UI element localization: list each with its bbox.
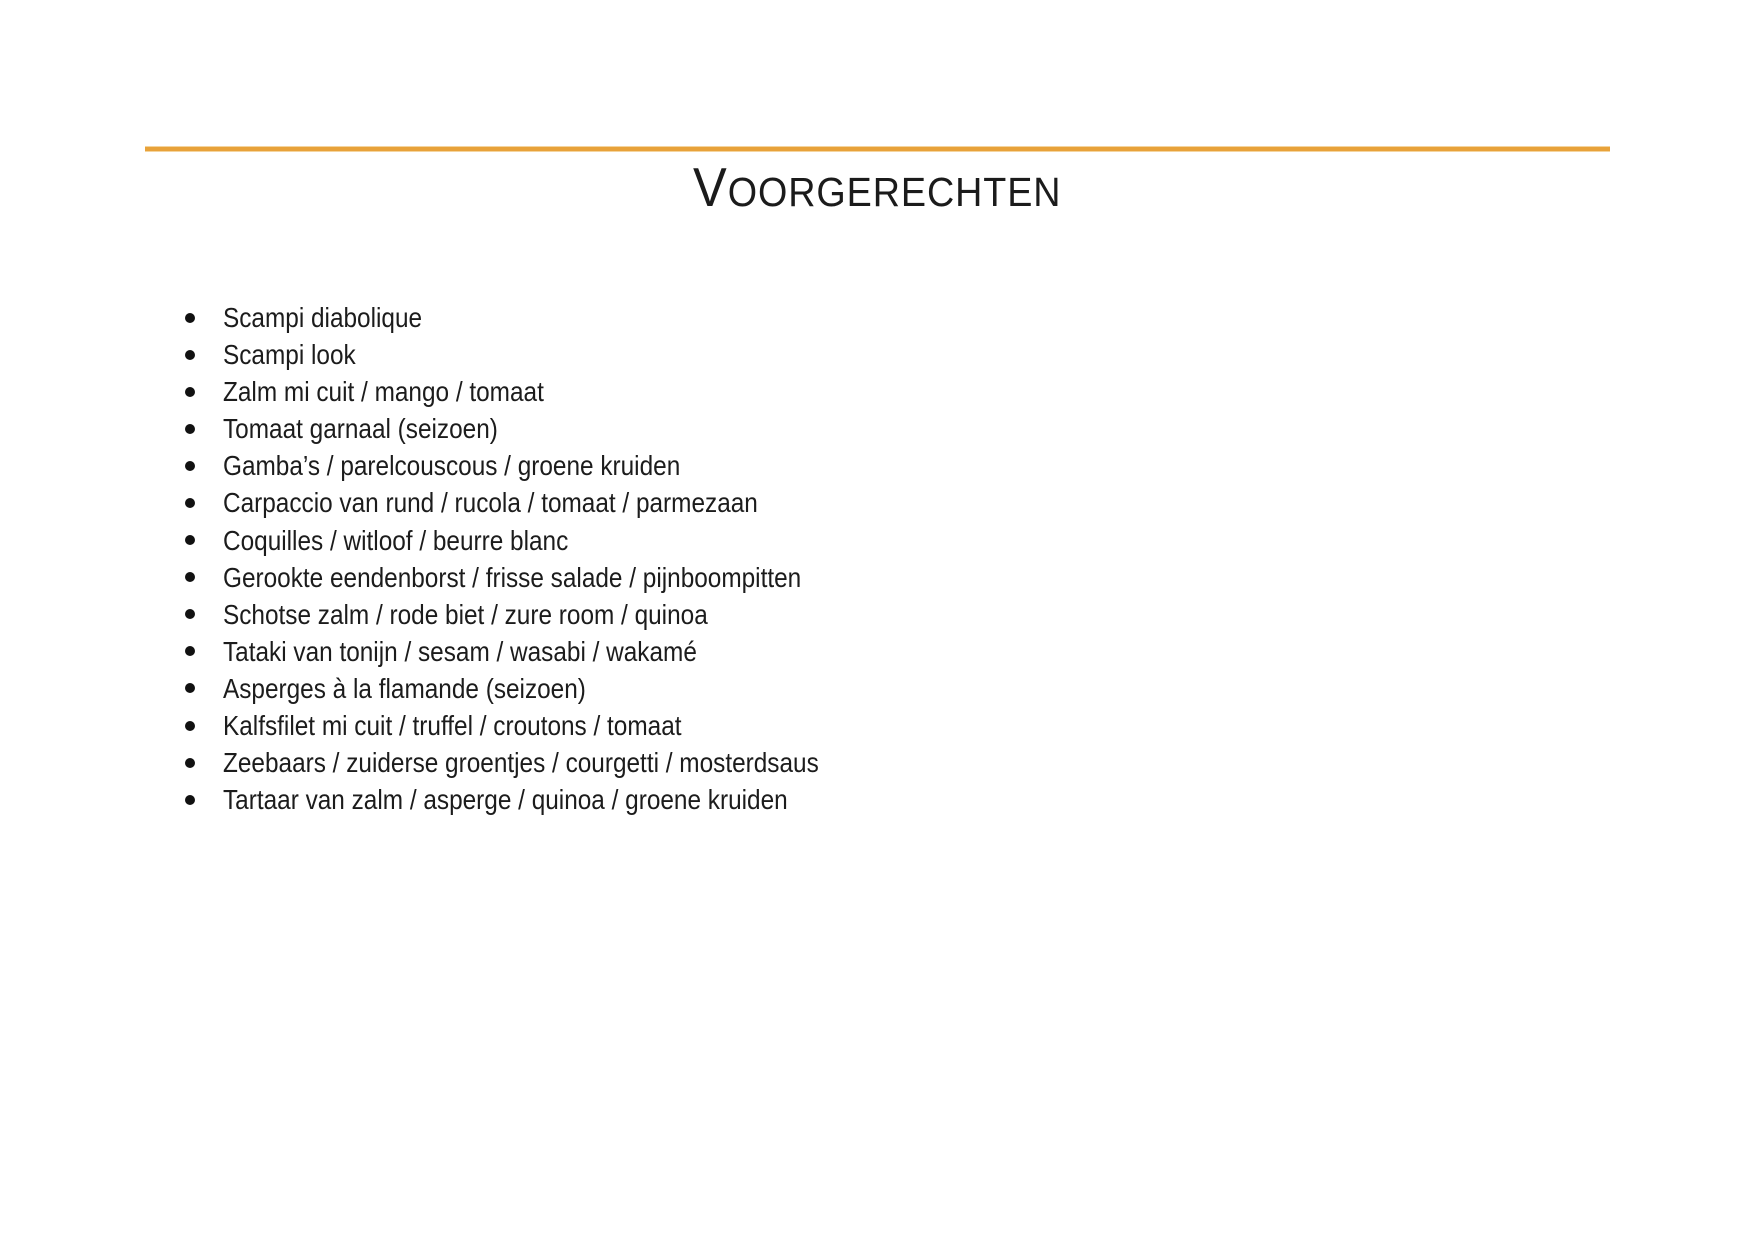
list-item — [0, 633, 1755, 670]
bullet-icon — [185, 461, 195, 471]
menu-item-text: Scampi look — [223, 339, 356, 371]
list-item — [0, 559, 1755, 596]
list-item — [0, 484, 1755, 521]
title-divider-line — [145, 147, 1610, 151]
menu-item-text: Tataki van tonijn / sesam / wasabi / wakamé — [223, 635, 697, 667]
page-header — [145, 156, 1610, 218]
page-title-rest: OORGERECHTEN — [727, 169, 1062, 215]
list-item — [0, 744, 1755, 781]
bullet-icon — [185, 498, 195, 508]
bullet-icon — [185, 387, 195, 397]
list-item — [0, 522, 1755, 559]
menu-item-text: Carpaccio van rund / rucola / tomaat / parmezaan — [223, 487, 758, 519]
menu-item-text: Zalm mi cuit / mango / tomaat — [223, 376, 544, 408]
bullet-icon — [185, 758, 195, 768]
bullet-icon — [185, 350, 195, 360]
bullet-icon — [185, 609, 195, 619]
bullet-icon — [185, 424, 195, 434]
menu-item-text: Gerookte eendenborst / frisse salade / pijnboompitten — [223, 561, 802, 593]
list-item — [0, 670, 1755, 707]
bullet-icon — [185, 535, 195, 545]
bullet-icon — [185, 646, 195, 656]
bullet-icon — [185, 572, 195, 582]
list-item — [0, 781, 1755, 818]
menu-item-text: Coquilles / witloof / beurre blanc — [223, 524, 569, 556]
menu-item-text: Gamba’s / parelcouscous / groene kruiden — [223, 450, 681, 482]
page-title — [693, 156, 1062, 218]
list-item — [0, 336, 1755, 373]
page-title-initial: V — [693, 156, 728, 218]
bullet-icon — [185, 313, 195, 323]
list-item — [0, 447, 1755, 484]
bullet-icon — [185, 721, 195, 731]
menu-item-text: Zeebaars / zuiderse groentjes / courgetti / mosterdsaus — [223, 747, 819, 779]
menu-item-text: Asperges à la flamande (seizoen) — [223, 672, 586, 704]
list-item — [0, 707, 1755, 744]
menu-item-text: Schotse zalm / rode biet / zure room / quinoa — [223, 598, 708, 630]
list-item — [0, 410, 1755, 447]
menu-item-text: Scampi diabolique — [223, 302, 423, 333]
menu-list — [0, 299, 1755, 818]
menu-item-text: Kalfsfilet mi cuit / truffel / croutons / tomaat — [223, 710, 682, 742]
bullet-icon — [185, 795, 195, 805]
menu-item-text: Tartaar van zalm / asperge / quinoa / groene kruiden — [223, 784, 788, 816]
bullet-icon — [185, 683, 195, 693]
list-item — [0, 299, 1755, 336]
menu-item-text: Tomaat garnaal (seizoen) — [223, 413, 498, 445]
list-item — [0, 596, 1755, 633]
list-item — [0, 373, 1755, 410]
